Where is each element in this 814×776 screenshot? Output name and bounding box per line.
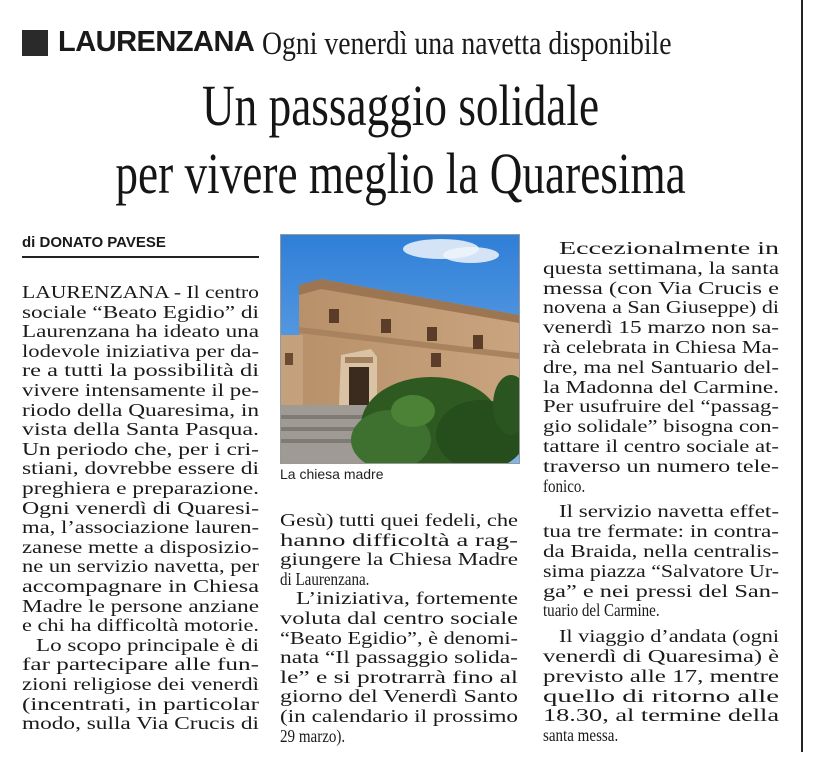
article-text: lodevole iniziativa per da- [22, 340, 260, 361]
article-text: dre, ma nel Santuario del- [543, 356, 780, 377]
article-text-line [22, 556, 259, 576]
church-photo-icon [281, 235, 519, 463]
article-text-line [543, 476, 779, 496]
article-text: da Braida, nella centralis- [543, 541, 779, 561]
article-text: accompagnare in Chiesa [22, 576, 260, 596]
byline-rule [22, 256, 259, 258]
photo-caption: La chiesa madre [280, 466, 384, 482]
article-text-line [543, 396, 779, 416]
article-text: venerdì di Quaresima) è [543, 646, 780, 666]
article-text-line [543, 317, 779, 337]
article-text-line [543, 646, 779, 666]
article-text: Gesù) tutti quei fedeli, che [280, 510, 518, 530]
article-text: gio solidale” bisogna con- [543, 416, 780, 437]
article-text-line [543, 705, 779, 725]
article-text: ma, l’associazione lauren- [22, 517, 260, 538]
article-text-line [22, 419, 259, 439]
article-text: traverso un numero tele- [543, 455, 779, 476]
article-text: LAURENZANA - Il centro [22, 282, 260, 302]
article-text-line [22, 576, 259, 596]
article-text: Lo scopo principale è di [36, 634, 260, 655]
article-text: voluta dal centro sociale [280, 608, 519, 628]
article-text-line [543, 581, 779, 601]
article-text-line [22, 498, 259, 518]
article-text-line [22, 360, 259, 380]
article-text-line [22, 439, 259, 459]
kicker-subtitle: Ogni venerdì una navetta disponibile [262, 26, 672, 62]
article-text-line [296, 588, 518, 608]
article-text-line [22, 615, 259, 635]
article-text: riodo della Quaresima, in [22, 399, 260, 420]
article-text: zanese mette a disposizio- [22, 536, 259, 557]
article-text-line [280, 667, 518, 687]
article-text-line [543, 278, 779, 298]
article-text-line [543, 416, 779, 436]
article-text: Per usufruire del “passag- [543, 396, 780, 417]
article-text-line [22, 537, 259, 557]
article-text: tua tre fermate: in contra- [543, 521, 779, 542]
article-text-line [22, 674, 259, 694]
article-text: sociale “Beato Egidio” di [22, 301, 260, 322]
article-text-line [543, 521, 779, 541]
article-text: novena a San Giuseppe) di [543, 297, 779, 318]
article-text-line [22, 596, 259, 616]
headline-line-2: per vivere meglio la Quaresima [115, 141, 687, 206]
article-text-line [22, 713, 259, 733]
article-text: santa messa. [543, 725, 619, 746]
article-text: Un periodo che, per i cri- [22, 438, 259, 459]
article-text: stiani, dovrebbe essere di [22, 458, 259, 479]
article-text-line [543, 561, 779, 581]
article-text: vista della Santa Pasqua. [22, 419, 260, 440]
article-text-line [543, 541, 779, 561]
article-text: preghiera e preparazione. [22, 478, 259, 498]
article-text: tuario del Carmine. [543, 600, 660, 621]
article-text-line [280, 686, 518, 706]
article-text-line [280, 706, 518, 726]
article-text-line [543, 725, 779, 745]
article-text-line [543, 297, 779, 317]
article-text: questa settimana, la santa [543, 257, 780, 278]
article-text: re a tutti la possibilità di [22, 360, 260, 381]
article-text: modo, sulla Via Crucis di [22, 713, 260, 734]
article-text-line [22, 478, 259, 498]
article-text-line [543, 666, 779, 686]
article-text-line [22, 341, 259, 361]
article-text-line [280, 549, 518, 569]
article-text: giorno del Venerdì Santo [280, 686, 519, 707]
article-text: fonico. [543, 475, 586, 496]
church-photo [280, 234, 520, 464]
article-text: zioni religiose dei venerdì [22, 674, 259, 694]
article-text-line [280, 569, 518, 589]
article-text-line [22, 400, 259, 420]
article-text: sima piazza “Salvatore Ur- [543, 560, 780, 581]
article-text-line [543, 686, 779, 706]
article-text: ga” e nei pressi del San- [543, 580, 780, 601]
article-text-line [559, 238, 779, 258]
article-text: previsto alle 17, mentre [543, 665, 780, 686]
article-text: vivere intensamente il pe- [22, 380, 260, 400]
article-text-line [543, 456, 779, 476]
article-text-line [22, 694, 259, 714]
article-text: (in calendario il prossimo [280, 706, 519, 726]
article-text-line [559, 626, 779, 646]
article-text-line [280, 647, 518, 667]
article-text-line [280, 628, 518, 648]
article-text-line [559, 501, 779, 521]
article-text: le” e si protrarrà fino al [280, 666, 518, 687]
article-text: Laurenzana ha ideato una [22, 321, 259, 342]
article-text-line [22, 380, 259, 400]
article-text: venerdì 15 marzo non sa- [543, 317, 780, 338]
headline-line-1: Un passaggio solidale [202, 73, 600, 138]
article-text-line [22, 302, 259, 322]
article-text-line [280, 608, 518, 628]
article-text-line [22, 458, 259, 478]
kicker-square [22, 30, 48, 56]
article-text-line [543, 600, 779, 620]
article-text-line [280, 510, 518, 530]
article-text: far partecipare alle fun- [22, 654, 260, 675]
article-text: Eccezionalmente in [559, 238, 779, 258]
article-text-line [543, 337, 779, 357]
article-text-line [543, 436, 779, 456]
article-text: la Madonna del Carmine. [543, 376, 780, 397]
article-text: quello di ritorno alle [543, 685, 779, 706]
article-text-line [543, 357, 779, 377]
article-text: messa (con Via Crucis e [543, 277, 779, 298]
article-text: Il servizio navetta effet- [559, 501, 779, 522]
article-text: “Beato Egidio”, è denomi- [280, 627, 519, 648]
article-text: nata “Il passaggio solida- [280, 647, 519, 668]
article-text-line [280, 530, 518, 550]
article-text: Il viaggio d’andata (ogni [559, 626, 779, 647]
article-text-line [22, 517, 259, 537]
article-text: tattare il centro sociale at- [543, 436, 779, 456]
article-text: hanno difficoltà a rag- [280, 529, 518, 550]
article-text-line [280, 726, 518, 746]
article-text-line [543, 377, 779, 397]
article-text: e chi ha difficoltà motorie. [22, 615, 260, 636]
article-text-line [22, 654, 259, 674]
article-text: giungere la Chiesa Madre [280, 549, 519, 570]
kicker-location: LAURENZANA [58, 26, 255, 58]
article-text: Ogni venerdì di Quaresi- [22, 497, 259, 518]
article-text: L’iniziativa, fortemente [296, 588, 518, 609]
article-text: ne un servizio navetta, per [22, 556, 259, 577]
article-text: 18.30, al termine della [543, 705, 780, 726]
article-text: di Laurenzana. [280, 568, 370, 589]
article-text-line [36, 635, 259, 655]
article-text-line [22, 321, 259, 341]
article-text: (incentrati, in particolar [22, 693, 259, 714]
article-text-line [543, 258, 779, 278]
article-text: Madre le persone anziane [22, 595, 259, 616]
article-text: rà celebrata in Chiesa Ma- [543, 337, 780, 357]
byline: di DONATO PAVESE [22, 234, 166, 251]
article-text-line [22, 282, 259, 302]
article-text: 29 marzo). [280, 725, 346, 746]
